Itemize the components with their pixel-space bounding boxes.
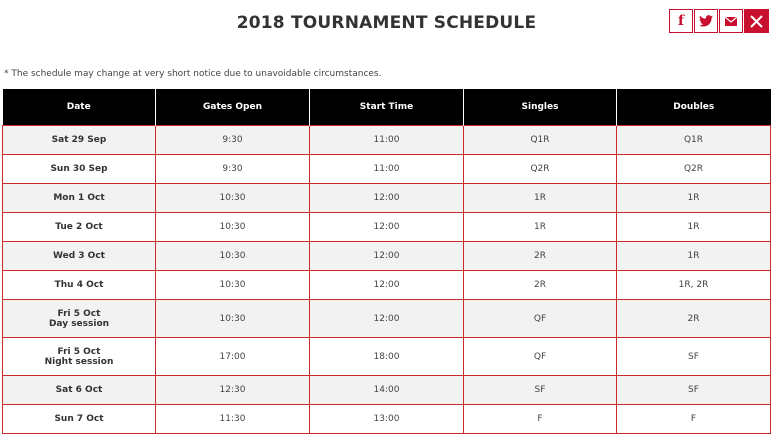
date-label: Sun 7 Oct bbox=[54, 414, 104, 424]
twitter-share-button[interactable] bbox=[694, 9, 718, 33]
column-header-date: Date bbox=[3, 89, 156, 126]
cell-start-time: 11:00 bbox=[310, 155, 464, 184]
page-title: 2018 TOURNAMENT SCHEDULE bbox=[236, 13, 537, 33]
date-label: Fri 5 Oct bbox=[57, 346, 101, 357]
mail-icon bbox=[725, 17, 737, 26]
cell-doubles: 2R bbox=[617, 300, 771, 338]
cell-date bbox=[3, 338, 156, 376]
date-label: Mon 1 Oct bbox=[53, 193, 105, 203]
table-row bbox=[3, 242, 771, 271]
table-row bbox=[3, 213, 771, 242]
table-row bbox=[3, 271, 771, 300]
date-label: Sun 30 Sep bbox=[50, 164, 108, 174]
cell-gates-open: 10:30 bbox=[156, 300, 310, 338]
cell-start-time: 12:00 bbox=[310, 242, 464, 271]
column-header-singles: Singles bbox=[464, 89, 617, 126]
cell-doubles: 1R bbox=[617, 184, 771, 213]
table-row bbox=[3, 126, 771, 155]
table-row bbox=[3, 155, 771, 184]
cell-singles: 1R bbox=[464, 213, 617, 242]
twitter-icon bbox=[699, 15, 713, 27]
table-row bbox=[3, 338, 771, 376]
email-share-button[interactable] bbox=[719, 9, 743, 33]
cell-date bbox=[3, 213, 156, 242]
cell-doubles: 1R bbox=[617, 242, 771, 271]
cell-gates-open: 9:30 bbox=[156, 155, 310, 184]
cell-singles: 2R bbox=[464, 271, 617, 300]
table-row bbox=[3, 300, 771, 338]
cell-date bbox=[3, 300, 156, 338]
date-label: Thu 4 Oct bbox=[54, 280, 104, 290]
column-header-gates-open: Gates Open bbox=[156, 89, 310, 126]
share-bar bbox=[669, 9, 769, 33]
schedule-table bbox=[2, 89, 771, 434]
cell-singles: Q2R bbox=[464, 155, 617, 184]
cell-date bbox=[3, 126, 156, 155]
cell-date bbox=[3, 271, 156, 300]
cell-gates-open: 10:30 bbox=[156, 184, 310, 213]
cell-gates-open: 12:30 bbox=[156, 376, 310, 405]
column-header-start-time: Start Time bbox=[310, 89, 464, 126]
cell-singles: 2R bbox=[464, 242, 617, 271]
cell-start-time: 13:00 bbox=[310, 405, 464, 434]
cell-doubles: Q1R bbox=[617, 126, 771, 155]
session-label: Night session bbox=[44, 356, 114, 367]
schedule-notice: * The schedule may change at very short notice due to unavoidable circumstances. bbox=[4, 69, 382, 79]
cell-date bbox=[3, 155, 156, 184]
facebook-share-button[interactable] bbox=[669, 9, 693, 33]
cell-doubles: F bbox=[617, 405, 771, 434]
cell-gates-open: 10:30 bbox=[156, 242, 310, 271]
schedule-body bbox=[3, 126, 771, 434]
cell-doubles: SF bbox=[617, 376, 771, 405]
date-label: Wed 3 Oct bbox=[53, 251, 105, 261]
cell-gates-open: 11:30 bbox=[156, 405, 310, 434]
cell-singles: F bbox=[464, 405, 617, 434]
cell-date bbox=[3, 376, 156, 405]
date-label: Fri 5 Oct bbox=[57, 308, 101, 319]
cell-date bbox=[3, 184, 156, 213]
cell-doubles: SF bbox=[617, 338, 771, 376]
table-row bbox=[3, 376, 771, 405]
cell-start-time: 12:00 bbox=[310, 184, 464, 213]
cell-start-time: 12:00 bbox=[310, 300, 464, 338]
date-label: Sat 6 Oct bbox=[55, 385, 103, 395]
close-button[interactable] bbox=[744, 9, 769, 33]
date-label: Tue 2 Oct bbox=[55, 222, 103, 232]
cell-singles: Q1R bbox=[464, 126, 617, 155]
cell-gates-open: 9:30 bbox=[156, 126, 310, 155]
cell-gates-open: 10:30 bbox=[156, 213, 310, 242]
cell-singles: QF bbox=[464, 300, 617, 338]
table-header-row bbox=[3, 89, 771, 126]
session-label: Day session bbox=[48, 318, 110, 329]
column-header-doubles: Doubles bbox=[617, 89, 771, 126]
cell-gates-open: 17:00 bbox=[156, 338, 310, 376]
cell-doubles: 1R, 2R bbox=[617, 271, 771, 300]
cell-singles: SF bbox=[464, 376, 617, 405]
cell-date bbox=[3, 405, 156, 434]
cell-start-time: 12:00 bbox=[310, 213, 464, 242]
cell-doubles: 1R bbox=[617, 213, 771, 242]
date-label: Sat 29 Sep bbox=[51, 135, 107, 145]
close-icon bbox=[750, 15, 763, 28]
cell-start-time: 14:00 bbox=[310, 376, 464, 405]
cell-start-time: 18:00 bbox=[310, 338, 464, 376]
cell-gates-open: 10:30 bbox=[156, 271, 310, 300]
cell-doubles: Q2R bbox=[617, 155, 771, 184]
cell-singles: 1R bbox=[464, 184, 617, 213]
cell-date bbox=[3, 242, 156, 271]
table-row bbox=[3, 405, 771, 434]
cell-singles: QF bbox=[464, 338, 617, 376]
cell-start-time: 12:00 bbox=[310, 271, 464, 300]
table-row bbox=[3, 184, 771, 213]
facebook-icon: f bbox=[677, 13, 685, 29]
cell-start-time: 11:00 bbox=[310, 126, 464, 155]
